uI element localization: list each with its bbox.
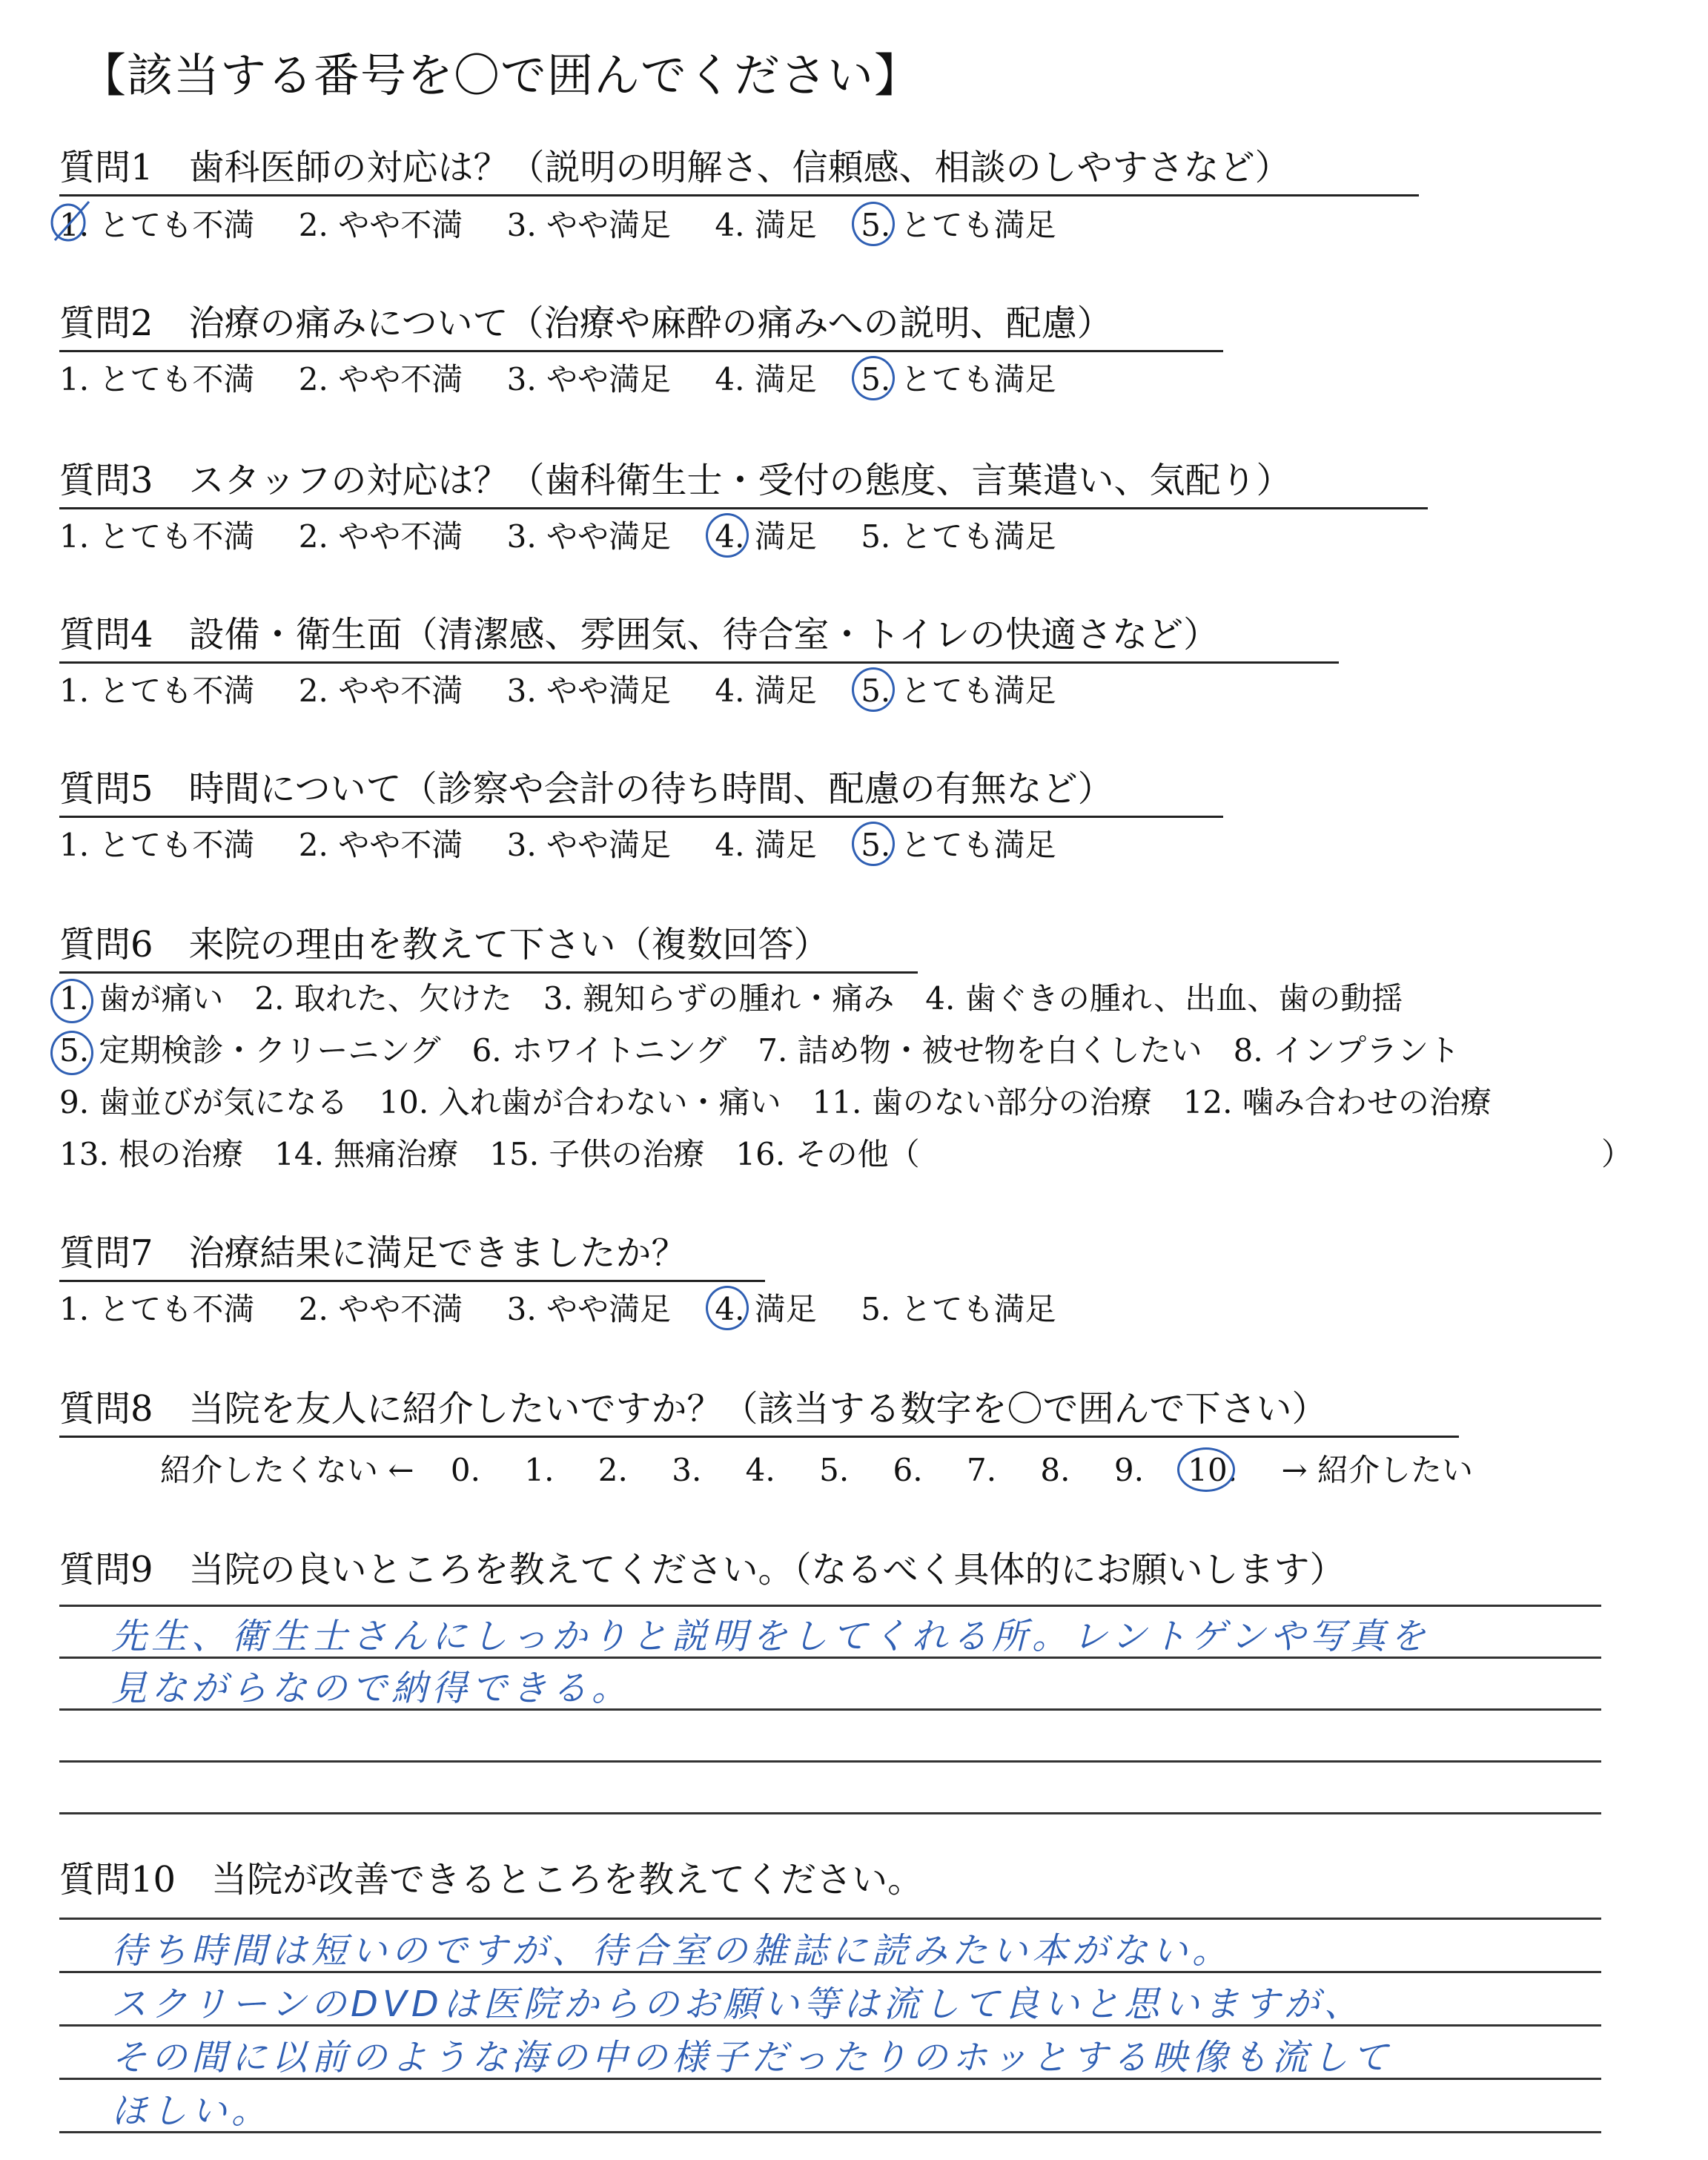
selected-circle-icon (50, 979, 93, 1023)
q6-reason-line-2[interactable]: 5. 定期検診・クリーニング 6. ホワイトニング 7. 詰め物・被せ物を白くしたい 8. インプラント (59, 1025, 1616, 1077)
question-10-heading: 質問10 当院が改善できるところを教えてください。 (59, 1859, 924, 1900)
selected-circle-icon (852, 202, 895, 246)
question-3-heading: 質問3 スタッフの対応は？（歯科衛生士・受付の態度、言葉遣い、気配り） (59, 458, 1428, 509)
scale-3[interactable]: 3. (672, 1452, 702, 1488)
question-3-options (59, 518, 1090, 556)
question-2-heading: 質問2 治療の痛みについて（治療や麻酔の痛みへの説明、配慮） (59, 301, 1223, 352)
q5-option-1[interactable]: 1. とても不満 (59, 827, 255, 863)
q6-reason-line-4[interactable]: 13. 根の治療 14. 無痛治療 15. 子供の治療 16. その他（ ） (59, 1129, 1616, 1180)
q3-option-2[interactable]: 2. やや不満 (298, 518, 463, 555)
q9-answer-line-2[interactable]: 見ながらなので納得できる。 (111, 1668, 632, 1709)
answer-line (59, 1812, 1601, 1814)
scale-8[interactable]: 8. (1040, 1452, 1070, 1488)
q7-option-4[interactable]: 4. 満足 (715, 1290, 816, 1329)
selected-circle-icon (852, 356, 895, 400)
scale-5[interactable]: 5. (819, 1452, 850, 1488)
question-9-heading: 質問9 当院の良いところを教えてください。（なるべく具体的にお願いします） (59, 1549, 1345, 1591)
answer-line (59, 2131, 1601, 2133)
question-8-scale (160, 1446, 1473, 1490)
q4-option-4[interactable]: 4. 満足 (715, 673, 817, 709)
scale-10[interactable]: 10. (1188, 1452, 1237, 1488)
q10-answer-line-4[interactable]: ほしい。 (111, 2090, 272, 2132)
q1-option-1[interactable]: 1. とても不満 (59, 206, 254, 245)
q3-option-4[interactable]: 4. 満足 (715, 518, 816, 556)
scale-0[interactable]: 0. (450, 1452, 480, 1488)
q4-option-5[interactable]: 5. とても満足 (861, 672, 1056, 710)
selected-circle-icon (706, 1286, 749, 1330)
q10-answer-line-3[interactable]: その間に以前のような海の中の様子だったりのホッとする映像も流して (111, 2037, 1393, 2078)
strike-mark-icon (49, 199, 92, 245)
q1-option-4[interactable]: 4. 満足 (715, 207, 817, 243)
scale-9[interactable]: 9. (1113, 1452, 1144, 1488)
q5-option-3[interactable]: 3. やや満足 (506, 827, 672, 863)
q2-option-5[interactable]: 5. とても満足 (861, 360, 1056, 399)
q9-answer-line-1[interactable]: 先生、衛生士さんにしっかりと説明をしてくれる所。レントゲンや写真を (111, 1616, 1430, 1657)
question-4-heading: 質問4 設備・衛生面（清潔感、雰囲気、待合室・トイレの快適さなど） (59, 612, 1339, 664)
selected-circle-icon (1177, 1447, 1235, 1492)
q5-option-5[interactable]: 5. とても満足 (861, 826, 1056, 865)
question-8-heading: 質問8 当院を友人に紹介したいですか？（該当する数字を〇で囲んで下さい） (59, 1387, 1459, 1438)
scale-6[interactable]: 6. (893, 1452, 923, 1488)
question-4-options (59, 672, 1090, 710)
q3-option-1[interactable]: 1. とても不満 (59, 518, 255, 555)
selected-circle-icon (706, 513, 749, 558)
scale-7[interactable]: 7. (966, 1452, 997, 1488)
scale-1[interactable]: 1. (524, 1452, 555, 1488)
q7-option-5[interactable]: 5. とても満足 (861, 1291, 1056, 1327)
answer-line (59, 1605, 1601, 1607)
q7-option-1[interactable]: 1. とても不満 (59, 1291, 255, 1327)
selected-circle-icon (852, 667, 895, 712)
page-title: 【該当する番号を〇で囲んでください】 (80, 48, 921, 102)
q2-option-4[interactable]: 4. 満足 (715, 361, 817, 397)
q1-option-2[interactable]: 2. やや不満 (298, 207, 463, 243)
q2-option-3[interactable]: 3. やや満足 (506, 361, 672, 397)
q2-option-1[interactable]: 1. とても不満 (59, 361, 255, 397)
q3-option-5[interactable]: 5. とても満足 (861, 518, 1056, 555)
scale-2[interactable]: 2. (598, 1452, 628, 1488)
question-5-options (59, 826, 1090, 865)
question-1-heading: 質問1 歯科医師の対応は？（説明の明解さ、信頼感、相談のしやすさなど） (59, 145, 1419, 196)
q6-reason-line-3[interactable]: 9. 歯並びが気になる 10. 入れ歯が合わない・痛い 11. 歯のない部分の治療 12. 噛み合わせの治療 (59, 1084, 1492, 1120)
q2-option-2[interactable]: 2. やや不満 (298, 361, 463, 397)
other-close-paren: ） (1601, 1136, 1633, 1172)
question-2-options (59, 360, 1090, 399)
question-6-heading: 質問6 来院の理由を教えて下さい（複数回答） (59, 922, 918, 974)
q10-answer-line-2[interactable]: スクリーンのDVDは医院からのお願い等は流して良いと思いますが、 (111, 1984, 1364, 2025)
q10-answer-line-1[interactable]: 待ち時間は短いのですが、待合室の雑誌に読みたい本がない。 (111, 1930, 1233, 1972)
selected-circle-icon (50, 1031, 93, 1075)
scale-4[interactable]: 4. (745, 1452, 775, 1488)
q4-option-1[interactable]: 1. とても不満 (59, 673, 255, 709)
q6-reason-line-1[interactable]: 1. 歯が痛い 2. 取れた、欠けた 3. 親知らずの腫れ・痛み 4. 歯ぐきの腫れ、出血、歯の動揺 (59, 973, 1616, 1025)
q5-option-2[interactable]: 2. やや不満 (298, 827, 463, 863)
q1-option-5[interactable]: 5. とても満足 (861, 206, 1056, 245)
scale-left-label: 紹介したくない ← (160, 1452, 414, 1488)
question-5-heading: 質問5 時間について（診察や会計の待ち時間、配慮の有無など） (59, 767, 1223, 818)
selected-circle-icon (852, 822, 895, 866)
q4-option-3[interactable]: 3. やや満足 (506, 673, 672, 709)
q1-option-3[interactable]: 3. やや満足 (506, 207, 672, 243)
answer-line (59, 1760, 1601, 1763)
question-7-options (59, 1290, 1090, 1329)
q7-option-3[interactable]: 3. やや満足 (506, 1291, 672, 1327)
q5-option-4[interactable]: 4. 満足 (715, 827, 817, 863)
question-6-reasons (59, 973, 1633, 1180)
q3-option-3[interactable]: 3. やや満足 (506, 518, 672, 555)
q4-option-2[interactable]: 2. やや不満 (298, 673, 463, 709)
q7-option-2[interactable]: 2. やや不満 (298, 1291, 463, 1327)
answer-line (59, 1918, 1601, 1920)
question-7-heading: 質問7 治療結果に満足できましたか？ (59, 1231, 765, 1282)
scale-right-label: → 紹介したい (1281, 1452, 1473, 1488)
question-1-options (59, 206, 1090, 245)
